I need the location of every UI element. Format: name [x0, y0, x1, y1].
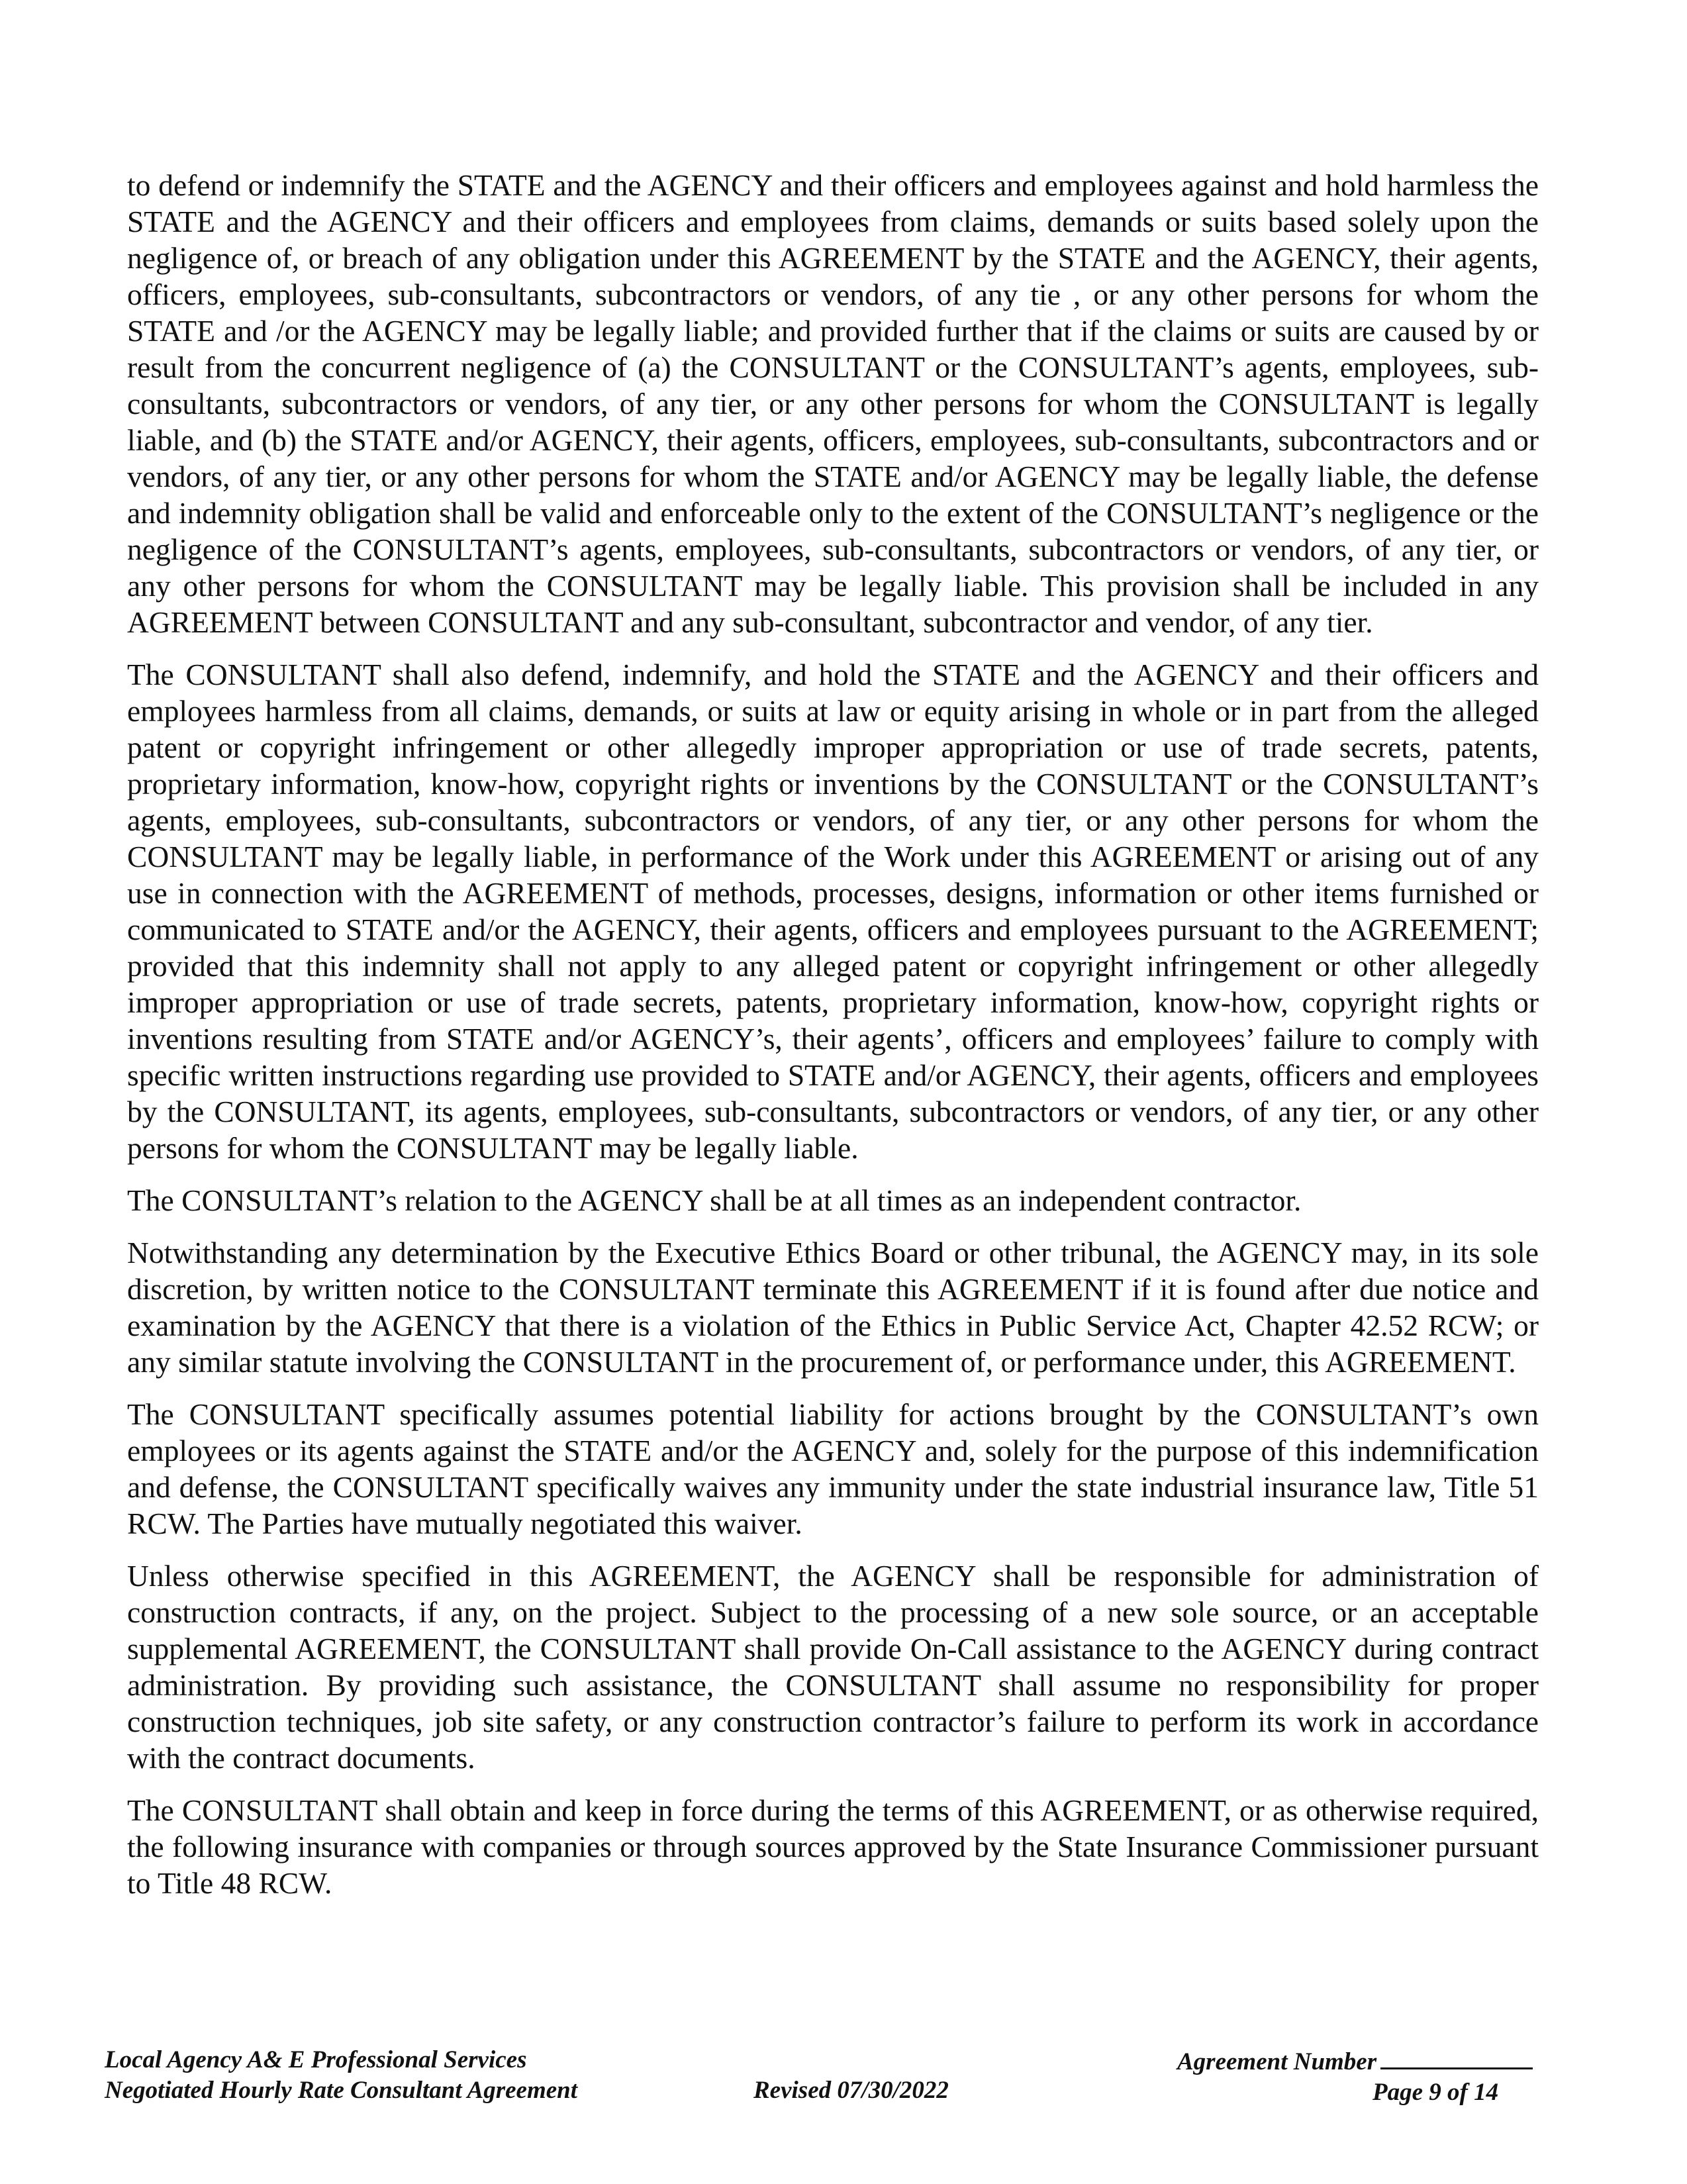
- footer-agreement-type: [105, 2045, 577, 2106]
- paragraph-indemnity-continued: to defend or indemnify the STATE and the AGENCY and their officers and employees against and hold harmless the STATE and the AGENCY and their officers and employees from claims, demands or suits based solely upon the negligence of, or breach of any obligation under this AGREEMENT by the STATE and the AGENCY, their agents, officers, employees, sub-consultants, subcontractors or vendors, of any tie , or any other persons for whom the STATE and /or the AGENCY may be legally liable; and provided further that if the claims or suits are caused by or result from the concurrent negligence of (a) the CONSULTANT or the CONSULTANT’s agents, employees, sub-consultants, subcontractors or vendors, of any tier, or any other persons for whom the CONSULTANT is legally liable, and (b) the STATE and/or AGENCY, their agents, officers, employees, sub-consultants, subcontractors and or vendors, of any tier, or any other persons for whom the STATE and/or AGENCY may be legally liable, the defense and indemnity obligation shall be valid and enforceable only to the extent of the CONSULTANT’s negligence or the negligence of the CONSULTANT’s agents, employees, sub-consultants, subcontractors or vendors, of any tier, or any other persons for whom the CONSULTANT may be legally liable. This provision shall be included in any AGREEMENT between CONSULTANT and any sub-consultant, subcontractor and vendor, of any tier.: [127, 168, 1539, 639]
- page-footer: [105, 2045, 1561, 2124]
- paragraph-construction-administration: Unless otherwise specified in this AGREEMENT, the AGENCY shall be responsible for administration of construction contracts, if any, on the project. Subject to the processing of a new sole source, or an acceptable supplemental AGREEMENT, the CONSULTANT shall provide On-Call assistance to the AGENCY during contract administration. By providing such assistance, the CONSULTANT shall assume no responsibility for proper construction techniques, job site safety, or any construction contractor’s failure to perform its work in accordance with the contract documents.: [127, 1559, 1539, 1775]
- paragraph-insurance: The CONSULTANT shall obtain and keep in force during the terms of this AGREEMENT, or as otherwise required, the following insurance with companies or through sources approved by the State Insurance Commissioner pursuant to Title 48 RCW.: [127, 1793, 1539, 1900]
- paragraph-independent-contractor: The CONSULTANT’s relation to the AGENCY shall be at all times as an independent contractor.: [127, 1183, 1302, 1217]
- footer-left-line2: Negotiated Hourly Rate Consultant Agreement: [105, 2077, 578, 2104]
- agreement-number-row: [1177, 2045, 1548, 2077]
- agreement-number-blank: [1380, 2045, 1533, 2069]
- footer-left-line1: Local Agency A& E Professional Services: [105, 2046, 527, 2073]
- paragraph-ethics-termination: Notwithstanding any determination by the Executive Ethics Board or other tribunal, the AGENCY may, in its sole discretion, by written notice to the CONSULTANT terminate this AGREEMENT if it is found after due notice and examination by the AGENCY that there is a violation of the Ethics in Public Service Act, Chapter 42.52 RCW; or any similar statute involving the CONSULTANT in the procurement of, or performance under, this AGREEMENT.: [127, 1236, 1539, 1379]
- footer-agreement-info: [1177, 2045, 1548, 2108]
- paragraph-patent-indemnity: The CONSULTANT shall also defend, indemnify, and hold the STATE and the AGENCY and their officers and employees harmless from all claims, demands, or suits at law or equity arising in whole or in part from the alleged patent or copyright infringement or other allegedly improper appropriation or use of trade secrets, patents, proprietary information, know-how, copyright rights or inventions by the CONSULTANT or the CONSULTANT’s agents, employees, sub-consultants, subcontractors or vendors, of any tier, or any other persons for whom the CONSULTANT may be legally liable, in performance of the Work under this AGREEMENT or arising out of any use in connection with the AGREEMENT of methods, processes, designs, information or other items furnished or communicated to STATE and/or the AGENCY, their agents, officers and employees pursuant to the AGREEMENT; provided that this indemnity shall not apply to any alleged patent or copyright infringement or other allegedly improper appropriation or use of trade secrets, patents, proprietary information, know-how, copyright rights or inventions resulting from STATE and/or AGENCY’s, their agents’, officers and employees’ failure to comply with specific written instructions regarding use provided to STATE and/or AGENCY, their agents, officers and employees by the CONSULTANT, its agents, employees, sub-consultants, subcontractors or vendors, of any tier, or any other persons for whom the CONSULTANT may be legally liable.: [127, 658, 1539, 1165]
- document-body: [127, 167, 1539, 1917]
- footer-revised-date: Revised 07/30/2022: [753, 2077, 949, 2104]
- agreement-number-label: Agreement Number: [1177, 2048, 1377, 2075]
- page-number: Page 9 of 14: [1373, 2079, 1499, 2106]
- paragraph-immunity-waiver: The CONSULTANT specifically assumes potential liability for actions brought by the CONSULTANT’s own employees or its agents against the STATE and/or the AGENCY and, solely for the purpose of this indemnification and defense, the CONSULTANT specifically waives any immunity under the state industrial insurance law, Title 51 RCW. The Parties have mutually negotiated this waiver.: [127, 1397, 1539, 1540]
